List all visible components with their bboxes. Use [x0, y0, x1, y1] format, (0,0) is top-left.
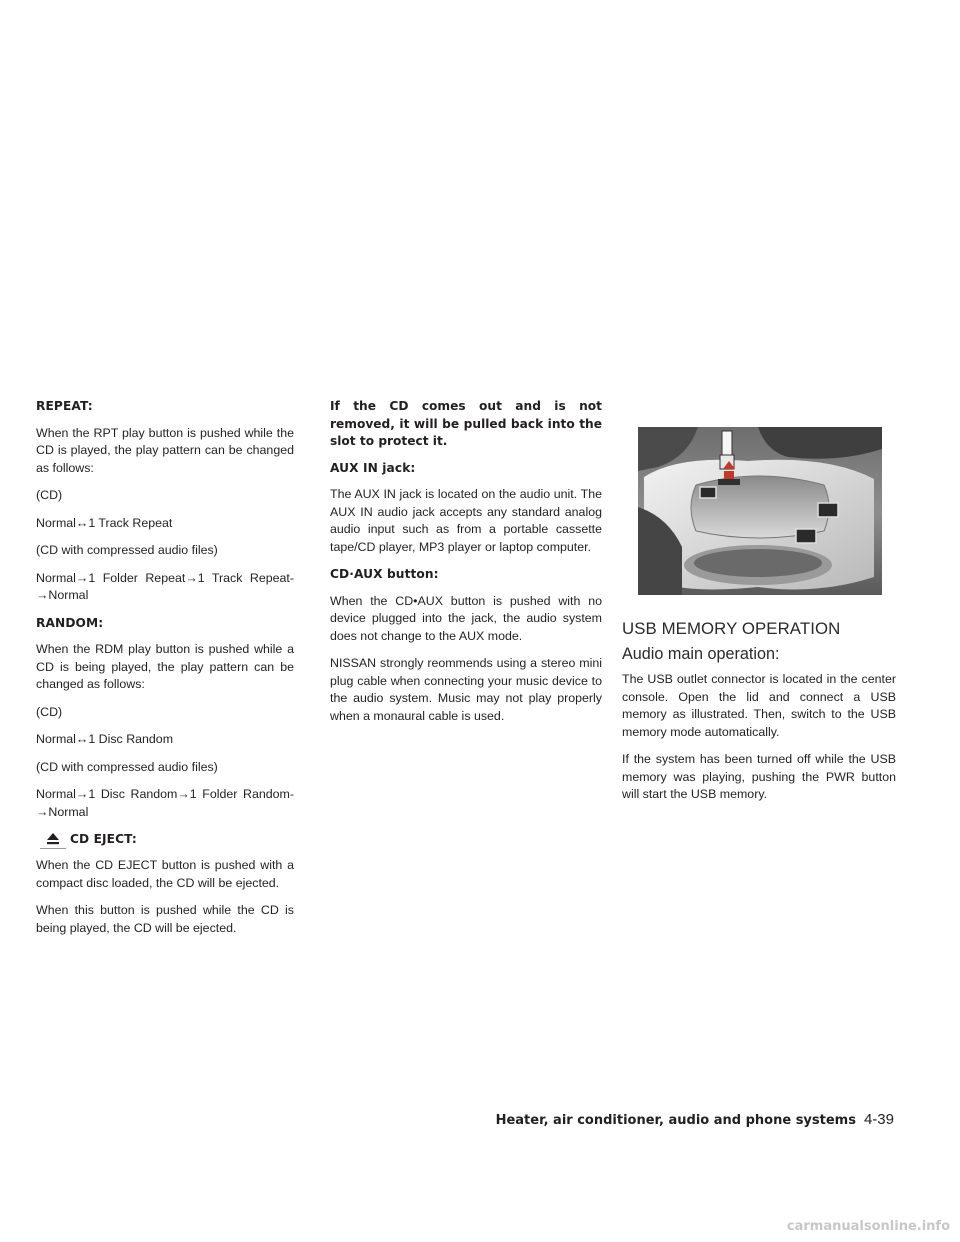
column-right [622, 620, 896, 814]
column-left [36, 398, 294, 947]
random-compressed-sequence: Normal→1 Disc Random→1 Folder Random-→Normal [36, 787, 294, 819]
eject-heading: CD EJECT: [70, 832, 137, 847]
random-body: When the RDM play button is pushed while a CD is being played, the play pattern can be changed as follows: [36, 642, 294, 691]
repeat-heading: REPEAT: [36, 399, 93, 413]
page-footer [496, 1111, 894, 1128]
eject-heading-row [36, 831, 294, 849]
eject-warning: If the CD comes out and is not removed, it will be pulled back into the slot to protect it. [330, 399, 602, 448]
nissan-recommendation: NISSAN strongly reommends using a stereo mini plug cable when connecting your music device to the audio system. Music may not play properly when a monaural cable is used. [330, 656, 602, 723]
chapter-title: Heater, air conditioner, audio and phone systems [495, 1113, 856, 1128]
aux-heading: AUX IN jack: [330, 460, 416, 475]
page-number: 4-39 [863, 1111, 894, 1128]
aux-body: The AUX IN jack is located on the audio unit. The AUX IN audio jack accepts any standard analog audio input such as from a portable cassette tape/CD player, MP3 player or laptop computer. [330, 487, 602, 554]
eject-icon [40, 831, 66, 849]
column-middle [330, 398, 602, 735]
random-heading: RANDOM: [36, 615, 104, 630]
cdaux-heading: CD·AUX button: [330, 567, 439, 581]
repeat-compressed-sequence: Normal→1 Folder Repeat→1 Track Repeat-→Normal [36, 570, 294, 602]
random-cd-sequence: Normal↔1 Disc Random [36, 732, 174, 746]
cdaux-body: When the CD•AUX button is pushed with no device plugged into the jack, the audio system does not change to the AUX mode. [330, 593, 602, 643]
sub-title: Audio main operation: [622, 644, 780, 663]
watermark: carmanualsonline.info [786, 1219, 950, 1234]
eject-body-1: When the CD EJECT button is pushed with a compact disc loaded, the CD will be ejected. [36, 858, 294, 890]
random-compressed-label: (CD with compressed audio files) [36, 759, 218, 774]
usb-console-illustration [638, 427, 882, 595]
usb-body-2: If the system has been turned off while the USB memory was playing, pushing the PWR button will start the USB memory. [622, 752, 896, 801]
eject-body-2: When this button is pushed while the CD is being played, the CD will be ejected. [36, 903, 294, 935]
repeat-body: When the RPT play button is pushed while the CD is played, the play pattern can be changed as follows: [36, 425, 294, 475]
section-title: USB MEMORY OPERATION [622, 619, 841, 638]
repeat-cd-sequence: Normal↔1 Track Repeat [36, 515, 173, 530]
repeat-cd-label: (CD) [36, 488, 63, 502]
repeat-compressed-label: (CD with compressed audio files) [36, 543, 218, 557]
random-cd-label: (CD) [36, 704, 63, 719]
usb-body-1: The USB outlet connector is located in the center console. Open the lid and connect a USB memory as illustrated. Then, switch to the USB memory mode automatically. [622, 672, 896, 739]
